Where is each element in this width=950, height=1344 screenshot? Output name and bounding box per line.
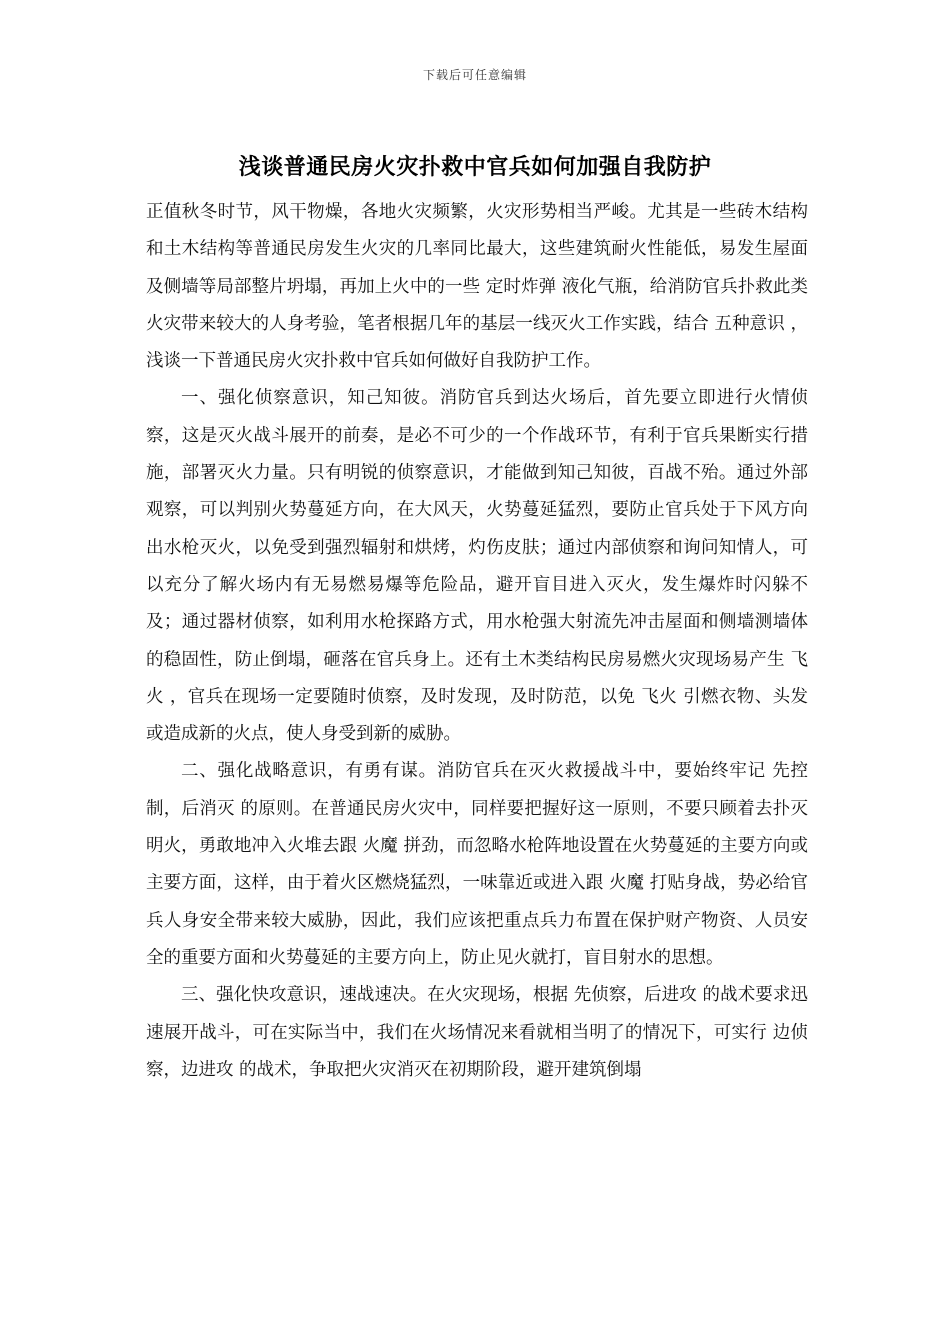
document-body bbox=[146, 194, 808, 1089]
paragraph-section-1: 一、强化侦察意识，知己知彼。消防官兵到达火场后，首先要立即进行火情侦察，这是灭火战斗展开的前奏，是必不可少的一个作战环节，有利于官兵果断实行措施，部署灭火力量。只有明锐的侦察意识，才能做到知己知彼，百战不殆。通过外部观察，可以判别火势蔓延方向，在大风天，火势蔓延猛烈，要防止官兵处于下风方向出水枪灭火，以免受到强烈辐射和烘烤，灼伤皮肤；通过内部侦察和询问知情人，可以充分了解火场内有无易燃易爆等危险品，避开盲目进入灭火，发生爆炸时闪躲不及；通过器材侦察，如利用水枪探路方式，用水枪强大射流先冲击屋面和侧墙测墙体的稳固性，防止倒塌，砸落在官兵身上。还有土木类结构民房易燃火灾现场易产生 飞火 ，官兵在现场一定要随时侦察，及时发现，及时防范，以免 飞火 引燃衣物、头发或造成新的火点，使人身受到新的威胁。 bbox=[146, 388, 808, 745]
paragraph-section-2: 二、强化战略意识，有勇有谋。消防官兵在灭火救援战斗中，要始终牢记 先控制，后消灭 的原则。在普通民房火灾中，同样要把握好这一原则，不要只顾着去扑灭明火，勇敢地冲入火堆去跟 火魔 拼劲，而忽略水枪阵地设置在火势蔓延的主要方向或主要方面，这样，由于着火区燃烧猛烈，一味靠近或进入跟 火魔 打贴身战，势必给官兵人身安全带来较大威胁，因此，我们应该把重点兵力布置在保护财产物资、人员安全的重要方面和火势蔓延的主要方向上，防止见火就打，盲目射水的思想。 bbox=[146, 761, 808, 968]
paragraph-intro: 正值秋冬时节，风干物燥，各地火灾频繁，火灾形势相当严峻。尤其是一些砖木结构和土木结构等普通民房发生火灾的几率同比最大，这些建筑耐火性能低，易发生屋面及侧墙等局部整片坍塌，再加上火中的一些 定时炸弹 液化气瓶，给消防官兵扑救此类火灾带来较大的人身考验，笔者根据几年的基层一线灭火工作实践，结合 五种意识 ，浅谈一下普通民房火灾扑救中官兵如何做好自我防护工作。 bbox=[146, 202, 808, 372]
paragraph-section-3: 三、强化快攻意识，速战速决。在火灾现场，根据 先侦察，后进攻 的战术要求迅速展开战斗，可在实际当中，我们在火场情况来看就相当明了的情况下，可实行 边侦察，边进攻 的战术，争取把火灾消灭在初期阶段，避开建筑倒塌 bbox=[146, 985, 808, 1080]
page-header-note: 下载后可任意编辑 bbox=[422, 68, 527, 82]
document-title: 浅谈普通民房火灾扑救中官兵如何加强自我防护 bbox=[238, 154, 712, 180]
